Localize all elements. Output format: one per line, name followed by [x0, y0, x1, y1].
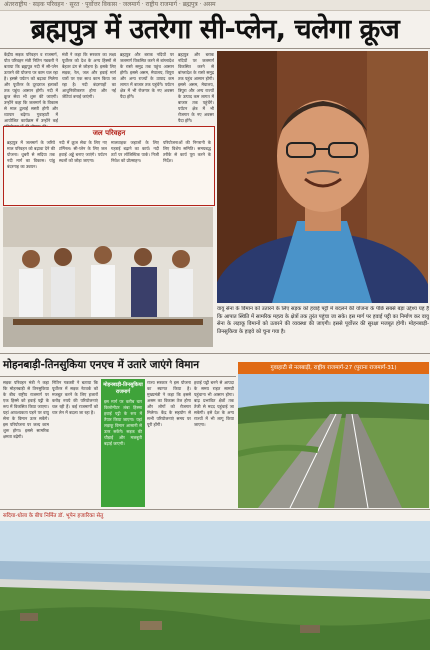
article-column-1: केंद्रीय सड़क परिवहन व राजमार्ग, पोत परिवहन मंत्री नितिन गडकरी ने बताया कि ब्रह्मपुत्र नदी में सी-प्लेन उतारने की योजना पर काम चल रहा है। इससे पर्यटन को बढ़ावा मिलेगा और पूर्वोत्तर के दूरदराज इलाकों तक पहुंच आसान होगी। नदी में क्रूज सेवा भी शुरू की जाएगी। उन्होंने कहा कि जलमार्ग के विकास से माल ढुलाई सस्ती होगी और व्यापार बढ़ेगा। गुवाहाटी में आयोजित कार्यक्रम में उन्होंने कई — [4, 52, 58, 123]
bottom-column-5: हवाई पट्टी बनने से आपदा के समय राहत सामग्री पहुंचाना भी आसान होगा। बाढ़ प्रभावित क्षेत्रों तक तेजी से मदद पहुंचाई जा सकेगी। इसे देश के अन्य राज्यों में भी लागू किया जाएगा। — [194, 380, 234, 427]
info-box-col-4: परियोजनाओं की निगरानी के लिए विशेष समिति। समयबद्ध तरीके से कार्य पूरा करने के निर्देश। — [163, 140, 211, 163]
green-box-title: मोहनबाड़ी-तिनसुकिया राजमार्ग — [103, 382, 143, 395]
info-box-col-1: ब्रह्मपुत्र में जलमार्ग के जरिये माल परिवहन को बढ़ावा देने की योजना। धुबरी से सदिया तक नदी मार्ग का विकास। पांडु बंदरगाह का उन्नयन। — [7, 140, 55, 169]
masthead-strip: अंतरराष्ट्रीय · सड़क परिवहन · सूरत · पूर्वोत्तर विकास · जलमार्ग · राष्ट्रीय राजमार्ग · ब्रह्मपुत्र · असम — [0, 0, 430, 11]
article-column-3b: ब्रह्मपुत्र और बराक नदियों पर जलमार्ग विकसित करने से बांग्लादेश के रास्ते समुद्र तक पहुंच आसान होगी। इससे असम, मेघालय, त्रिपुरा और अन्य राज्यों के उत्पाद कम लागत में बाजार तक पहुंचेंगे। पर्यटन क्षेत्र में भी रोजगार के नए अवसर पैदा होंगे। — [178, 52, 214, 123]
bridge-rule — [0, 509, 430, 510]
meeting-illustration — [3, 207, 213, 347]
info-box — [3, 126, 215, 206]
article-column-3: ब्रह्मपुत्र और बराक नदियों पर जलमार्ग विकसित करने से बांग्लादेश के रास्ते समुद्र तक पहुंच आसान होगी। इससे असम, मेघालय, त्रिपुरा और अन्य राज्यों के उत्पाद कम लागत में बाजार तक पहुंचेंगे। पर्यटन क्षेत्र में भी रोजगार के नए अवसर पैदा होंगे। — [120, 52, 174, 99]
article-column-2: मंत्री ने कहा कि सरकार का लक्ष्य पूर्वोत्तर को देश के अन्य हिस्सों से बेहतर ढंग से जोड़ना है। इसके लिए सड़क, रेल, जल और हवाई मार्ग चारों पर एक साथ काम किया जा रहा है। नदी बंदरगाहों का आधुनिकीकरण होगा और नई जेटियां बनाई जाएंगी। — [62, 52, 116, 99]
subhead-rule-bottom — [0, 376, 236, 377]
page-headline: ब्रह्मपुत्र में उतरेगा सी-प्लेन, चलेगा क्रूज — [30, 14, 400, 45]
bottom-column-2: नितिन गडकरी ने बताया कि पूर्वोत्तर में सड़क नेटवर्क को मजबूत करने के लिए हजारों करोड़ रुपये की परियोजनाएं चल रही हैं। कई राजमार्गों को चार लेन में बदला जा रहा है। — [52, 380, 98, 415]
highway-photo — [238, 374, 429, 508]
info-box-title: जल परिवहन — [92, 129, 126, 137]
highway-photo-title: गुवाहाटी से नलबाड़ी, राष्ट्रीय राजमार्ग-27 (पुराना राजमार्ग-31) — [238, 362, 429, 374]
portrait-photo — [217, 51, 428, 303]
bottom-column-4: राज्य सरकार ने इस योजना का स्वागत किया है। मुख्यमंत्री ने कहा कि इससे असम का विकास तेज होगा और लोगों को रोजगार मिलेगा। केंद्र के सहयोग से सभी परियोजनाएं समय पर पूरी होंगी। — [147, 380, 191, 427]
meeting-photo — [3, 207, 213, 347]
subhead-rule-top — [0, 353, 430, 354]
bottom-column-1: सड़क परिवहन मंत्री ने कहा कि मोहनबाड़ी से तिनसुकिया के बीच राष्ट्रीय राजमार्ग पर एक हिस्से को हवाई पट्टी के रूप में विकसित किया जाएगा। यहां आवश्यकता पड़ने पर वायु सेना के विमान उतर सकेंगे। इस परियोजना पर जल्द काम शुरू होगा। इससे सामरिक क्षमता बढ़ेगी। — [3, 380, 49, 439]
bridge-caption: सदिया-धोला के बीच निर्मित डॉ. भूपेन हजारिका सेतु — [3, 513, 104, 519]
info-box-col-3: मालवाहक जहाजों के लिए गहराई बढ़ाने का कार्य। नदी तटों पर लॉजिस्टिक पार्क। निजी निवेश को प्रोत्साहन। — [111, 140, 159, 163]
green-box-text: इस मार्ग पर करीब चार किलोमीटर लंबा हिस्सा हवाई पट्टी के रूप में तैयार किया जाएगा। यहां लड़ाकू विमान आसानी से उतर सकेंगे। सड़क की चौड़ाई और मजबूती बढ़ाई जाएगी। — [104, 399, 142, 446]
bridge-illustration — [0, 521, 430, 650]
caption-block: वायु सेना के विमान को उतारने के लिए सड़क को हवाई पट्टी में बदलने की योजना के पीछे सबसे बड़ा उद्देश्य यह है कि आपात स्थिति में सामरिक महत्व के क्षेत्रों तक तुरंत पहुंचा जा सके। इस मार्ग पर हवाई पट्टी का निर्माण कर वायु सेना के लड़ाकू विमानों को उतारने की व्यवस्था की जाएगी। इससे पूर्वोत्तर की सुरक्षा मजबूत होगी। मोहनबाड़ी-तिनसुकिया के हाइवे को चुना गया है। — [217, 306, 429, 335]
headline-rule — [0, 48, 430, 49]
bridge-photo — [0, 521, 430, 650]
subhead: मोहनबाड़ी-तिनसुकिया एनएच में उतारे जाएंगे विमान — [3, 359, 200, 371]
portrait-illustration — [217, 51, 428, 303]
info-box-col-2: नदी में क्रूज सेवा के लिए नए टर्मिनल। सी-प्लेन के लिए जल हवाई अड्डे बनाए जाएंगे। पर्यटन स्थलों को जोड़ा जाएगा। — [59, 140, 107, 163]
highway-illustration — [238, 374, 429, 508]
green-box — [101, 379, 145, 507]
